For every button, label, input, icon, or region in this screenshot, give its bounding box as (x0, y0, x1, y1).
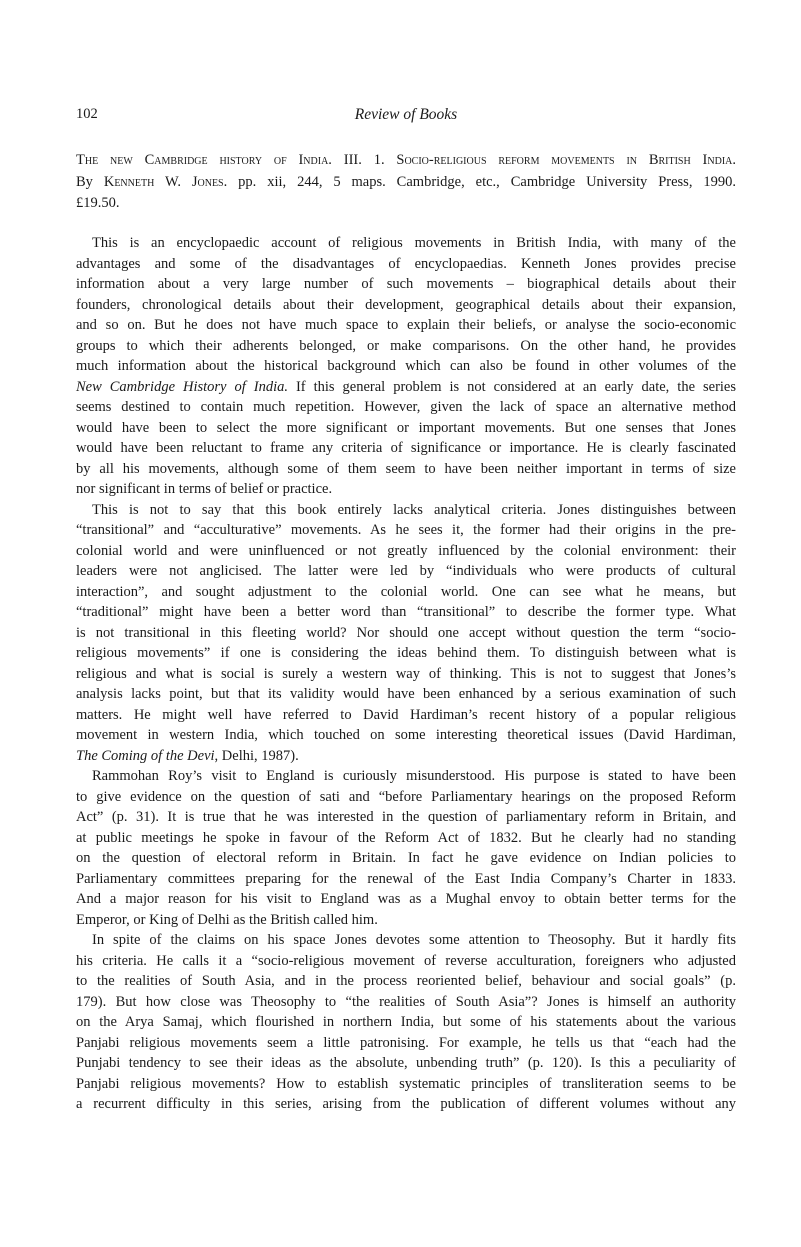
text-line (76, 602, 736, 623)
text-segment: This is not to say that this book entirely lacks analytical criteria. Jones distinguishes between (92, 501, 736, 518)
text-segment: analysis lacks point, but that its validity would have been enhanced by a serious examination of such (76, 686, 736, 702)
text-line (76, 274, 736, 295)
text-line (76, 807, 736, 828)
text-line (76, 356, 736, 377)
text-line (76, 582, 736, 603)
text-segment: information about a very large number of such movements – biographical details about their (76, 276, 736, 292)
text-line (76, 1074, 736, 1095)
text-segment: colonial world and were uninfluenced or not greatly influenced by the colonial environment: their (76, 542, 736, 559)
text-segment: In spite of the claims on his space Jones devotes some attention to Theosophy. But it hardly fits (92, 932, 736, 948)
text-line (76, 889, 736, 910)
text-line (76, 459, 736, 480)
text-segment: by all his movements, although some of them seem to have been neither important in terms of size (76, 460, 736, 477)
paragraph (76, 930, 736, 1115)
book-citation (76, 150, 736, 215)
text-segment: £19.50. (76, 195, 120, 211)
text-segment: Punjabi tendency to see their ideas as the absolute, unbending truth” (p. 120). Is this a peculiarity of (76, 1055, 736, 1071)
running-title: Review of Books (354, 106, 458, 123)
text-segment: seems destined to contain much repetition. However, given the lack of space an alternative method (76, 399, 736, 415)
text-segment: Parliamentary committees preparing for the renewal of the East India Company’s Charter in 1833. (76, 870, 736, 887)
text-segment: This is an encyclopaedic account of religious movements in British India, with many of the (92, 235, 736, 251)
text-segment: “transitional” and “acculturative” movements. As he sees it, the former had their origins in the pre- (76, 522, 736, 538)
paragraph (76, 233, 736, 500)
text-segment: . pp. xii, 244, 5 maps. Cambridge, etc., Cambridge University Press, 1990. (223, 173, 736, 190)
text-line (76, 951, 736, 972)
text-segment: his criteria. He calls it a “socio-religious movement of reverse acculturation, foreigners who adjusted (76, 952, 736, 969)
text-segment: on the question of electoral reform in Britain. In fact he gave evidence on Indian policies to (76, 850, 736, 866)
text-segment: would have been to select the more significant or important movements. But one senses that Jones (76, 419, 736, 436)
text-line (76, 418, 736, 439)
text-segment: , Delhi, 1987). (214, 747, 299, 764)
text-segment: 179). But how close was Theosophy to “the realities of South Asia”? Jones is himself an authority (76, 993, 736, 1010)
text-line (76, 295, 736, 316)
text-segment: “traditional” might have been a better word than “transitional” to describe the former type. What (76, 604, 736, 620)
text-line (76, 848, 736, 869)
running-head (76, 106, 736, 128)
text-line (76, 910, 736, 931)
italic-title: The Coming of the Devi (76, 747, 215, 764)
text-line (76, 541, 736, 562)
text-line (76, 438, 736, 459)
text-line (76, 787, 736, 808)
review-body (76, 233, 736, 1115)
text-segment: a recurrent difficulty in this series, arising from the publication of different volumes without any (76, 1096, 736, 1112)
text-line (76, 1053, 736, 1074)
text-line (76, 828, 736, 849)
text-segment: nor significant in terms of belief or practice. (76, 481, 333, 497)
text-segment: By (76, 173, 104, 190)
text-line (76, 377, 736, 398)
text-line (76, 930, 736, 951)
text-line (76, 746, 736, 767)
text-segment: movement in western India, which touched on some interesting theoretical issues (David Hardiman, (76, 727, 736, 743)
text-segment: groups to which their adherents belonged, or make comparisons. On the other hand, he provides (76, 337, 736, 354)
text-line (76, 561, 736, 582)
text-line (76, 336, 736, 357)
text-segment: interaction”, and sought adjustment to the colonial world. One can see what he means, but (76, 583, 736, 600)
text-line (76, 193, 736, 215)
text-line (76, 254, 736, 275)
text-segment: Panjabi religious movements seem a little patronising. For example, he tells us that “each had the (76, 1034, 736, 1051)
text-line (76, 315, 736, 336)
text-segment: advantages and some of the disadvantages of encyclopaedias. Kenneth Jones provides precise (76, 255, 736, 272)
text-line (76, 150, 736, 172)
text-segment: much information about the historical background which can also be found in other volumes of the (76, 358, 736, 374)
text-segment: Rammohan Roy’s visit to England is curiously misunderstood. His purpose is stated to have been (92, 768, 736, 784)
text-segment: would have been reluctant to frame any criteria of significance or importance. He is clearly fascinated (76, 440, 736, 456)
text-line (76, 971, 736, 992)
text-segment: And a major reason for his visit to England was as a Mughal envoy to obtain better terms for the (76, 891, 736, 907)
text-segment: to the realities of South Asia, and in the process reoriented belief, behaviour and social goals” (p. (76, 973, 736, 989)
text-line (76, 766, 736, 787)
text-segment: on the Arya Samaj, which flourished in northern India, but some of his statements about the various (76, 1014, 736, 1030)
text-segment: leaders were not anglicised. The latter were led by “individuals who were products of cultural (76, 563, 736, 579)
text-line (76, 479, 736, 500)
text-line (76, 1033, 736, 1054)
text-segment: founders, chronological details about their development, geographical details about their expansion, (76, 296, 736, 313)
text-segment: matters. He might well have referred to David Hardiman’s recent history of a popular religious (76, 706, 736, 723)
paragraph (76, 766, 736, 930)
text-line (76, 869, 736, 890)
text-line (76, 643, 736, 664)
text-line (76, 1012, 736, 1033)
text-segment: Panjabi religious movements? How to establish systematic principles of transliteration seems to be (76, 1075, 736, 1092)
text-segment: If this general problem is not considered at an early date, the series (287, 378, 737, 395)
page-number: 102 (76, 106, 98, 122)
text-line (76, 725, 736, 746)
text-line (76, 233, 736, 254)
small-caps-text: The new Cambridge history of India. III. 1. Socio-religious reform movements in British India. (76, 152, 736, 168)
text-line (76, 520, 736, 541)
text-line (76, 992, 736, 1013)
small-caps-text: Kenneth W. Jones (103, 173, 224, 190)
text-segment: Emperor, or King of Delhi as the British called him. (76, 911, 378, 928)
text-segment: and so on. But he does not have much space to explain their beliefs, or analyse the socio-economic (76, 317, 736, 333)
text-line (76, 623, 736, 644)
text-segment: is not transitional in this fleeting world? Nor should one accept without question the term “socio- (76, 624, 736, 641)
text-line (76, 684, 736, 705)
text-line (76, 172, 736, 194)
text-segment: at public meetings he spoke in favour of the Reform Act of 1832. But he clearly had no standing (76, 829, 736, 846)
text-line (76, 397, 736, 418)
text-segment: Act” (p. 31). It is true that he was interested in the question of parliamentary reform in Britain, and (76, 809, 736, 825)
italic-title: New Cambridge History of India. (76, 378, 288, 395)
text-line (76, 705, 736, 726)
text-line (76, 664, 736, 685)
text-segment: to give evidence on the question of sati and “before Parliamentary hearings on the proposed Reform (76, 788, 736, 805)
paragraph (76, 500, 736, 767)
text-segment: religious and what is social is surely a western way of thinking. This is not to suggest that Jones’s (76, 665, 736, 682)
text-segment: religious movements” if one is considering the ideas behind them. To distinguish between what is (76, 645, 736, 661)
text-line (76, 500, 736, 521)
text-line (76, 1094, 736, 1115)
